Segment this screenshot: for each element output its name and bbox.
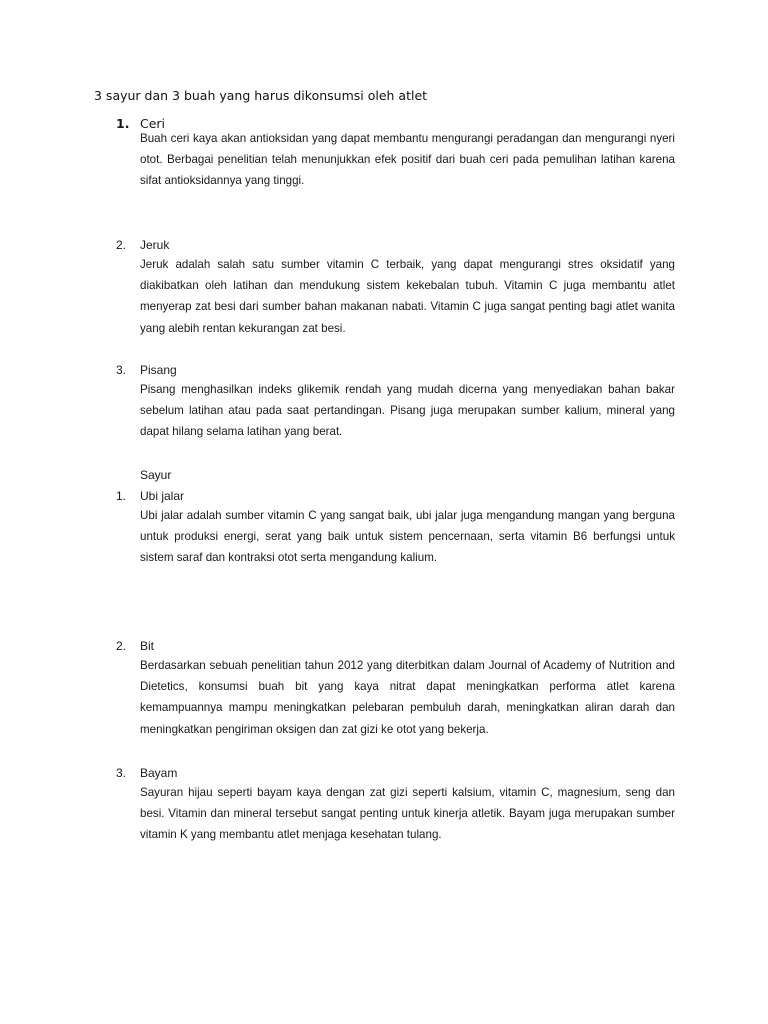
item-title: Bit	[140, 639, 155, 653]
item-description: Sayuran hijau seperti bayam kaya dengan zat gizi seperti kalsium, vitamin C, magnesium, seng dan besi. Vitamin dan mineral tersebut sangat penting untuk kinerja atletik. Bayam juga merupakan sumber vitamin K yang membantu atlet menjaga kesehatan tulang.	[140, 786, 675, 842]
item-description: Jeruk adalah salah satu sumber vitamin C terbaik, yang dapat mengurangi stres oksidatif yang diakibatkan oleh latihan dan mendukung sistem kekebalan tubuh. Vitamin C juga membantu atlet menyerap zat besi dari sumber bahan makanan nabati. Vitamin C juga sangat penting bagi atlet wanita yang alebih rentan kekurangan zat besi.	[140, 258, 675, 335]
item-number: 1.	[116, 116, 130, 131]
item-number: 3.	[116, 363, 127, 377]
item-title: Ceri	[140, 116, 166, 131]
vegetables-heading: Sayur	[140, 468, 172, 482]
item-number: 2.	[116, 238, 127, 252]
item-number: 2.	[116, 639, 127, 653]
item-description: Berdasarkan sebuah penelitian tahun 2012 yang diterbitkan dalam Journal of Academy of Nutrition and Dietetics, konsumsi buah bit yang kaya nitrat dapat meningkatkan performa atlet karena kemampuannya mampu meningkatkan pelebaran pembuluh darah, meningkatkan aliran darah dan meningkatkan pengiriman oksigen dan zat gizi ke otot yang bekerja.	[140, 659, 675, 736]
item-number: 3.	[116, 766, 127, 780]
item-description: Buah ceri kaya akan antioksidan yang dapat membantu mengurangi peradangan dan mengurangi nyeri otot. Berbagai penelitian telah menunjukkan efek positif dari buah ceri pada pemulihan latihan karena sifat antioksidannya yang tinggi.	[140, 132, 675, 188]
item-description: Ubi jalar adalah sumber vitamin C yang sangat baik, ubi jalar juga mengandung mangan yang berguna untuk produksi energi, serat yang baik untuk sistem pencernaan, serta vitamin B6 berfungsi untuk sistem saraf dan kontraksi otot serta mengandung kalium.	[140, 509, 675, 565]
item-title: Pisang	[140, 363, 177, 377]
document-title: 3 sayur dan 3 buah yang harus dikonsumsi oleh atlet	[94, 88, 428, 103]
item-number: 1.	[116, 489, 127, 503]
item-title: Jeruk	[140, 238, 170, 252]
item-description: Pisang menghasilkan indeks glikemik rendah yang mudah dicerna yang menyediakan bahan bakar sebelum latihan atau pada saat pertandingan. Pisang juga merupakan sumber kalium, mineral yang dapat hilang selama latihan yang berat.	[140, 383, 675, 439]
item-title: Ubi jalar	[140, 489, 185, 503]
item-title: Bayam	[140, 766, 178, 780]
